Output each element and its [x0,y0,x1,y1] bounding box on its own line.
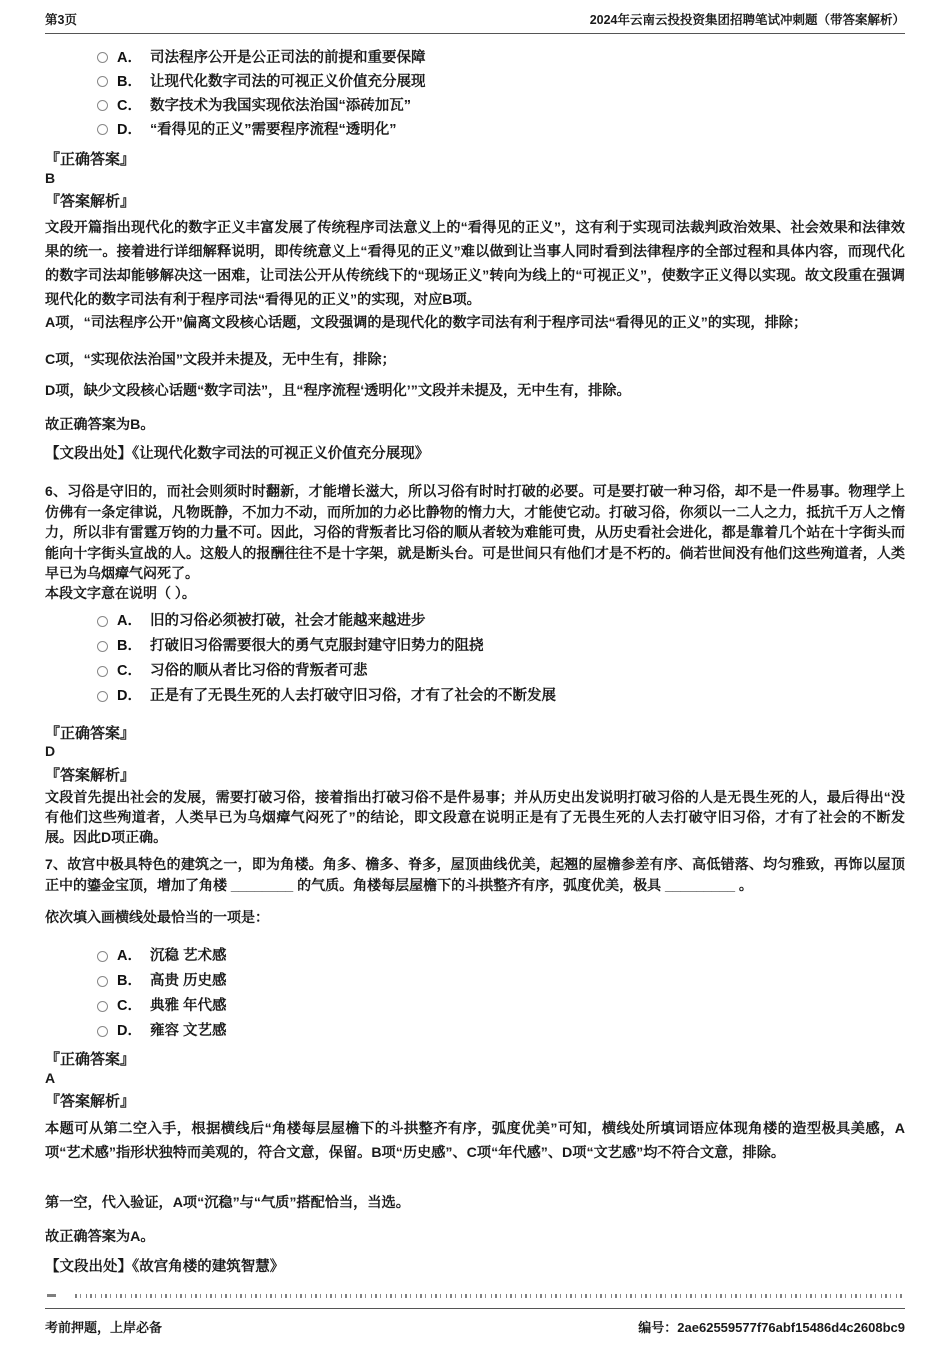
q7-options [97,942,905,1042]
q6-prompt: 本段文字意在说明（ ）。 [45,585,196,601]
radio-button[interactable] [97,666,108,677]
radio-button[interactable] [97,52,108,63]
q6-answer-letter: D [45,743,56,759]
document-title: 2024年云南云投投资集团招聘笔试冲刺题（带答案解析） [589,13,905,27]
answer-analysis-label: 『答案解析』 [45,767,136,784]
q7-option-a [97,942,905,967]
q5-option-b [97,68,905,92]
option-text: 沉稳 艺术感 [150,948,227,964]
option-letter: A． [117,49,142,66]
option-text: 旧的习俗必须被打破，社会才能越来越进步 [150,613,426,629]
option-letter: C． [117,97,142,114]
radio-button[interactable] [97,976,108,987]
answer-analysis-label: 『答案解析』 [45,193,136,210]
q5-analysis-option-c: C项，“实现依法治国”文段并未提及，无中生有，排除； [45,352,396,368]
radio-button[interactable] [97,951,108,962]
option-text: 典雅 年代感 [150,998,227,1014]
radio-button[interactable] [97,641,108,652]
q7-option-c [97,992,905,1017]
q7-analysis-paragraph-2: 第一空，代入验证，A项“沉稳”与“气质”搭配恰当，当选。 [45,1195,410,1211]
q7-prompt: 依次填入画横线处最恰当的一项是： [45,909,269,925]
option-letter: C． [117,998,142,1014]
q5-answer-letter: B [45,170,56,186]
q5-option-a [97,44,905,68]
page-header [45,10,905,34]
footer-serial-number: 编号：2ae62559577f76abf15486d4c2608bc9 [638,1320,905,1335]
q5-option-d [97,116,905,140]
option-text: 司法程序公开是公正司法的前提和重要保障 [150,49,426,66]
correct-answer-label: 『正确答案』 [45,151,136,168]
radio-button[interactable] [97,124,108,135]
option-text: 习俗的顺从者比习俗的背叛者可悲 [150,663,368,679]
q6-option-c [97,657,905,682]
q6-analysis-paragraph: 文段首先提出社会的发展，需要打破习俗，接着指出打破习俗不是件易事；并从历史出发说明打破习俗的人是无畏生死的人，最后得出“没有他们这些殉道者，人类早已为乌烟瘴气闷死了”的结论，即文段意在说明正是有了无畏生死的人去打破守旧习俗，才有了社会的不断发展。因此D项正确。 [45,789,905,845]
q7-option-b [97,967,905,992]
option-text: 雍容 文艺感 [150,1023,227,1039]
q6-options [97,607,905,707]
option-letter: C． [117,663,142,679]
q5-analysis-option-d: D项，缺少文段核心话题“数字司法”，且“程序流程‘透明化’”文段并未提及，无中生有，排除。 [45,383,631,399]
q6-stem: 6、习俗是守旧的，而社会则须时时翻新，才能增长滋大，所以习俗有时时打破的必要。可是要打破一种习俗，却不是一件易事。物理学上仿佛有一条定律说，凡物既静，不加力不动，而所加的力必比静物的惰力大，才能使它动。打破习俗，你须以一二人之力，抵抗千万人之惰力，所以非有雷霆万钧的力量不可。因此，习俗的背叛者比习俗的顺从者较为难能可贵，从历史看社会进化，都是靠着几个站在十字街头而能向十字街头宣战的人。这般人的报酬往往不是十字架，就是断头台。可是世间只有他们才是不朽的。倘若世间没有他们这些殉道者，人类早已为乌烟瘴气闷死了。 [45,483,905,581]
option-text: “看得见的正义”需要程序流程“透明化” [150,121,397,138]
q7-source-reference: 【文段出处】《故宫角楼的建筑智慧》 [45,1259,285,1275]
radio-button[interactable] [97,1001,108,1012]
option-text: 数字技术为我国实现依法治国“添砖加瓦” [150,97,411,114]
q6-option-b [97,632,905,657]
radio-button[interactable] [97,100,108,111]
q5-analysis-paragraph: 文段开篇指出现代化的数字正义丰富发展了传统程序司法意义上的“看得见的正义”，这有利于实现司法裁判政治效果、社会效果和法律效果的统一。接着进行详细解释说明，即传统意义上“看得见的正义”难以做到让当事人同时看到法律程序的全部过程和具体内容，而现代化的数字司法却能够解决这一困难，让司法公开从传统线下的“现场正义”转向为线上的“可视正义”，使数字正义得以实现。故文段重在强调现代化的数字司法有利于程序司法“看得见的正义”的实现，对应B项。 [45,220,905,308]
option-letter: B． [117,73,142,90]
q5-analysis-option-a: A项，“司法程序公开”偏离文段核心话题，文段强调的是现代化的数字司法有利于程序司法“看得见的正义”的实现，排除； [45,315,808,331]
option-letter: A． [117,948,142,964]
q7-stem: 7、故宫中极具特色的建筑之一，即为角楼。角多、檐多、脊多，屋顶曲线优美，起翘的屋檐参差有序、高低错落、均匀雅致，再饰以屋顶正中的鎏金宝顶，增加了角楼 ________ 的气质。角楼每层屋檐下的斗拱整齐有序，弧度优美，极具 _________ 。 [45,856,905,893]
option-text: 打破旧习俗需要很大的勇气克服封建守旧势力的阻挠 [150,638,484,654]
correct-answer-label: 『正确答案』 [45,1051,136,1068]
footer-slogan: 考前押题，上岸必备 [45,1320,163,1335]
q7-option-d [97,1017,905,1042]
radio-button[interactable] [97,691,108,702]
q6-option-a [97,607,905,632]
option-letter: D． [117,1023,142,1039]
correct-answer-label: 『正确答案』 [45,725,136,742]
clipped-text-row [75,1294,905,1298]
option-letter: D． [117,688,142,704]
page-footer [45,1308,905,1336]
answer-analysis-label: 『答案解析』 [45,1093,136,1110]
option-letter: B． [117,638,142,654]
option-text: 让现代化数字司法的可视正义价值充分展现 [150,73,426,90]
q5-option-c [97,92,905,116]
q7-conclusion: 故正确答案为A。 [45,1229,155,1245]
option-text: 正是有了无畏生死的人去打破守旧习俗，才有了社会的不断发展 [150,688,556,704]
option-letter: B． [117,973,142,989]
option-text: 高贵 历史感 [150,973,227,989]
radio-button[interactable] [97,1026,108,1037]
q5-source-reference: 【文段出处】《让现代化数字司法的可视正义价值充分展现》 [45,446,430,462]
page-number: 第3页 [45,13,77,27]
q7-analysis-paragraph: 本题可从第二空入手，根据横线后“角楼每层屋檐下的斗拱整齐有序，弧度优美”可知，横线处所填词语应体现角楼的造型极具美感，A项“艺术感”指形状独特而美观的，符合文意，保留。B项“历史感”、C项“年代感”、D项“文艺感”均不符合文意，排除。 [45,1121,905,1161]
option-letter: A． [117,613,142,629]
radio-button[interactable] [97,76,108,87]
q6-option-d [97,682,905,707]
radio-button[interactable] [97,616,108,627]
q5-options [97,44,905,140]
q7-answer-letter: A [45,1070,56,1086]
option-letter: D． [117,121,142,138]
q5-conclusion: 故正确答案为B。 [45,417,155,433]
